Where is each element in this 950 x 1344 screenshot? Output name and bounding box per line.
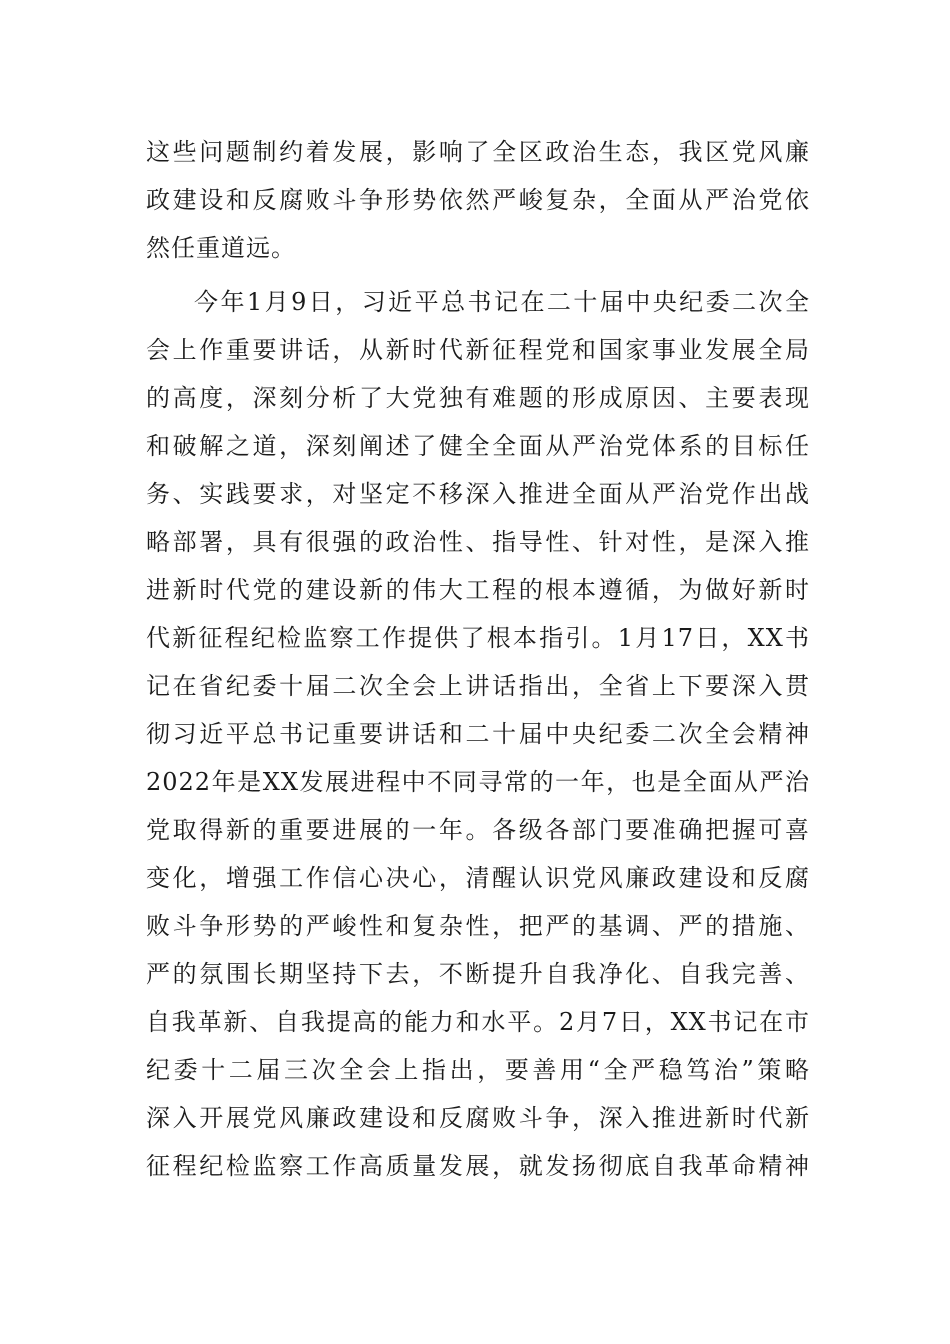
paragraph-2	[146, 278, 810, 1190]
text-line: 彻习近平总书记重要讲话和二十届中央纪委二次全会精神	[146, 720, 810, 748]
text-line: 党取得新的重要进展的一年。各级各部门要准确把握可喜	[146, 816, 810, 844]
text-line: 自我革新、自我提高的能力和水平。2月7日，XX书记在市	[146, 1008, 810, 1036]
paragraph-1	[146, 128, 810, 272]
text-line: 今年1月9日，习近平总书记在二十届中央纪委二次全	[194, 288, 810, 316]
text-line: 进新时代党的建设新的伟大工程的根本遵循，为做好新时	[146, 576, 810, 604]
text-line: 这些问题制约着发展，影响了全区政治生态，我区党风廉	[146, 138, 810, 166]
text-line: 征程纪检监察工作高质量发展，就发扬彻底自我革命精神	[146, 1152, 810, 1180]
text-line: 严的氛围长期坚持下去，不断提升自我净化、自我完善、	[146, 960, 810, 988]
text-line: 政建设和反腐败斗争形势依然严峻复杂，全面从严治党依	[146, 186, 810, 214]
text-line: 代新征程纪检监察工作提供了根本指引。1月17日，XX书	[146, 624, 810, 652]
text-line: 会上作重要讲话，从新时代新征程党和国家事业发展全局	[146, 336, 810, 364]
text-line: 务、实践要求，对坚定不移深入推进全面从严治党作出战	[146, 480, 810, 508]
text-line: 纪委十二届三次全会上指出，要善用“全严稳笃治”策略	[146, 1056, 810, 1084]
text-line: 2022年是XX发展进程中不同寻常的一年，也是全面从严治	[146, 768, 810, 796]
text-line: 记在省纪委十届二次全会上讲话指出，全省上下要深入贯	[146, 672, 810, 700]
text-line: 的高度，深刻分析了大党独有难题的形成原因、主要表现	[146, 384, 810, 412]
text-line: 然任重道远。	[146, 234, 296, 262]
text-line: 败斗争形势的严峻性和复杂性，把严的基调、严的措施、	[146, 912, 810, 940]
text-line: 略部署，具有很强的政治性、指导性、针对性，是深入推	[146, 528, 810, 556]
text-line: 深入开展党风廉政建设和反腐败斗争，深入推进新时代新	[146, 1104, 810, 1132]
body-text	[146, 128, 810, 1190]
text-line: 和破解之道，深刻阐述了健全全面从严治党体系的目标任	[146, 432, 810, 460]
text-line: 变化，增强工作信心决心，清醒认识党风廉政建设和反腐	[146, 864, 810, 892]
